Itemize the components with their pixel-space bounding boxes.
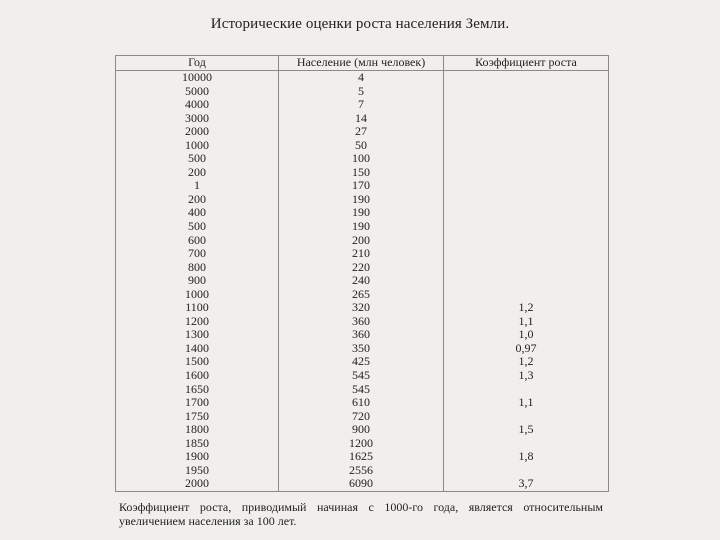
growth-cell	[444, 85, 609, 99]
year-cell: 600	[116, 234, 279, 248]
table-row	[116, 464, 609, 478]
table-row	[116, 85, 609, 99]
growth-cell	[444, 247, 609, 261]
growth-cell	[444, 464, 609, 478]
growth-cell	[444, 437, 609, 451]
growth-cell: 1,2	[444, 355, 609, 369]
year-cell: 5000	[116, 85, 279, 99]
year-cell: 1	[116, 179, 279, 193]
population-cell: 545	[279, 383, 444, 397]
population-cell: 190	[279, 193, 444, 207]
population-cell: 7	[279, 98, 444, 112]
year-cell: 2000	[116, 477, 279, 491]
table-row	[116, 342, 609, 356]
table-row	[116, 139, 609, 153]
year-cell: 1300	[116, 328, 279, 342]
population-cell: 200	[279, 234, 444, 248]
population-cell: 2556	[279, 464, 444, 478]
growth-cell	[444, 98, 609, 112]
table-row	[116, 369, 609, 383]
year-cell: 1750	[116, 410, 279, 424]
table-row	[116, 355, 609, 369]
growth-cell: 1,1	[444, 396, 609, 410]
table-row	[116, 396, 609, 410]
year-cell: 1650	[116, 383, 279, 397]
table-row	[116, 450, 609, 464]
growth-cell	[444, 193, 609, 207]
table-row	[116, 288, 609, 302]
population-cell: 190	[279, 206, 444, 220]
growth-cell	[444, 179, 609, 193]
year-cell: 1400	[116, 342, 279, 356]
table-row	[116, 247, 609, 261]
table-row	[116, 152, 609, 166]
table-row	[116, 274, 609, 288]
population-cell: 27	[279, 125, 444, 139]
year-cell: 900	[116, 274, 279, 288]
footnote: Коэффициент роста, приводимый начиная с 1000-го года, является относительным увеличением населения за 100 лет.	[119, 500, 603, 528]
year-cell: 800	[116, 261, 279, 275]
growth-cell: 3,7	[444, 477, 609, 491]
year-cell: 10000	[116, 71, 279, 85]
growth-cell	[444, 206, 609, 220]
year-cell: 1000	[116, 288, 279, 302]
population-cell: 350	[279, 342, 444, 356]
population-cell: 720	[279, 410, 444, 424]
growth-cell: 1,2	[444, 301, 609, 315]
year-cell: 700	[116, 247, 279, 261]
growth-cell: 0,97	[444, 342, 609, 356]
table-row	[116, 234, 609, 248]
population-cell: 265	[279, 288, 444, 302]
page-title: Исторические оценки роста населения Земли.	[210, 16, 510, 32]
growth-cell	[444, 274, 609, 288]
table-row	[116, 112, 609, 126]
year-cell: 3000	[116, 112, 279, 126]
population-cell: 900	[279, 423, 444, 437]
table-row	[116, 71, 609, 85]
population-cell: 5	[279, 85, 444, 99]
growth-cell: 1,5	[444, 423, 609, 437]
growth-cell	[444, 139, 609, 153]
population-cell: 360	[279, 315, 444, 329]
year-cell: 500	[116, 220, 279, 234]
growth-cell: 1,8	[444, 450, 609, 464]
table-header-row	[116, 56, 609, 71]
column-header-year: Год	[116, 56, 279, 71]
year-cell: 1200	[116, 315, 279, 329]
growth-cell	[444, 125, 609, 139]
year-cell: 4000	[116, 98, 279, 112]
population-cell: 210	[279, 247, 444, 261]
population-cell: 360	[279, 328, 444, 342]
table-row	[116, 98, 609, 112]
population-cell: 545	[279, 369, 444, 383]
growth-cell	[444, 71, 609, 85]
year-cell: 1800	[116, 423, 279, 437]
population-cell: 170	[279, 179, 444, 193]
population-cell: 320	[279, 301, 444, 315]
population-cell: 4	[279, 71, 444, 85]
year-cell: 1100	[116, 301, 279, 315]
year-cell: 1900	[116, 450, 279, 464]
population-cell: 425	[279, 355, 444, 369]
growth-cell	[444, 112, 609, 126]
table-row	[116, 261, 609, 275]
table-row	[116, 410, 609, 424]
year-cell: 1850	[116, 437, 279, 451]
year-cell: 200	[116, 166, 279, 180]
table-row	[116, 437, 609, 451]
table-row	[116, 315, 609, 329]
year-cell: 2000	[116, 125, 279, 139]
column-header-growth: Коэффициент роста	[444, 56, 609, 71]
population-cell: 610	[279, 396, 444, 410]
table-row	[116, 166, 609, 180]
table-row	[116, 220, 609, 234]
population-cell: 14	[279, 112, 444, 126]
year-cell: 400	[116, 206, 279, 220]
year-cell: 1500	[116, 355, 279, 369]
growth-cell	[444, 220, 609, 234]
table-row	[116, 125, 609, 139]
growth-cell: 1,3	[444, 369, 609, 383]
population-cell: 1625	[279, 450, 444, 464]
table-row	[116, 193, 609, 207]
year-cell: 1700	[116, 396, 279, 410]
year-cell: 200	[116, 193, 279, 207]
year-cell: 1000	[116, 139, 279, 153]
table-row	[116, 423, 609, 437]
growth-cell	[444, 234, 609, 248]
population-cell: 240	[279, 274, 444, 288]
growth-cell: 1,0	[444, 328, 609, 342]
table-row	[116, 206, 609, 220]
table-row	[116, 179, 609, 193]
table-row	[116, 301, 609, 315]
growth-cell	[444, 166, 609, 180]
population-cell: 150	[279, 166, 444, 180]
growth-cell	[444, 383, 609, 397]
table-row	[116, 383, 609, 397]
year-cell: 500	[116, 152, 279, 166]
column-header-population: Население (млн человек)	[279, 56, 444, 71]
growth-cell	[444, 288, 609, 302]
year-cell: 1600	[116, 369, 279, 383]
population-cell: 6090	[279, 477, 444, 491]
population-cell: 1200	[279, 437, 444, 451]
growth-cell: 1,1	[444, 315, 609, 329]
growth-cell	[444, 410, 609, 424]
growth-cell	[444, 152, 609, 166]
table-row	[116, 477, 609, 491]
growth-cell	[444, 261, 609, 275]
population-cell: 50	[279, 139, 444, 153]
population-cell: 100	[279, 152, 444, 166]
population-table	[115, 55, 609, 492]
population-cell: 190	[279, 220, 444, 234]
year-cell: 1950	[116, 464, 279, 478]
table-row	[116, 328, 609, 342]
population-cell: 220	[279, 261, 444, 275]
